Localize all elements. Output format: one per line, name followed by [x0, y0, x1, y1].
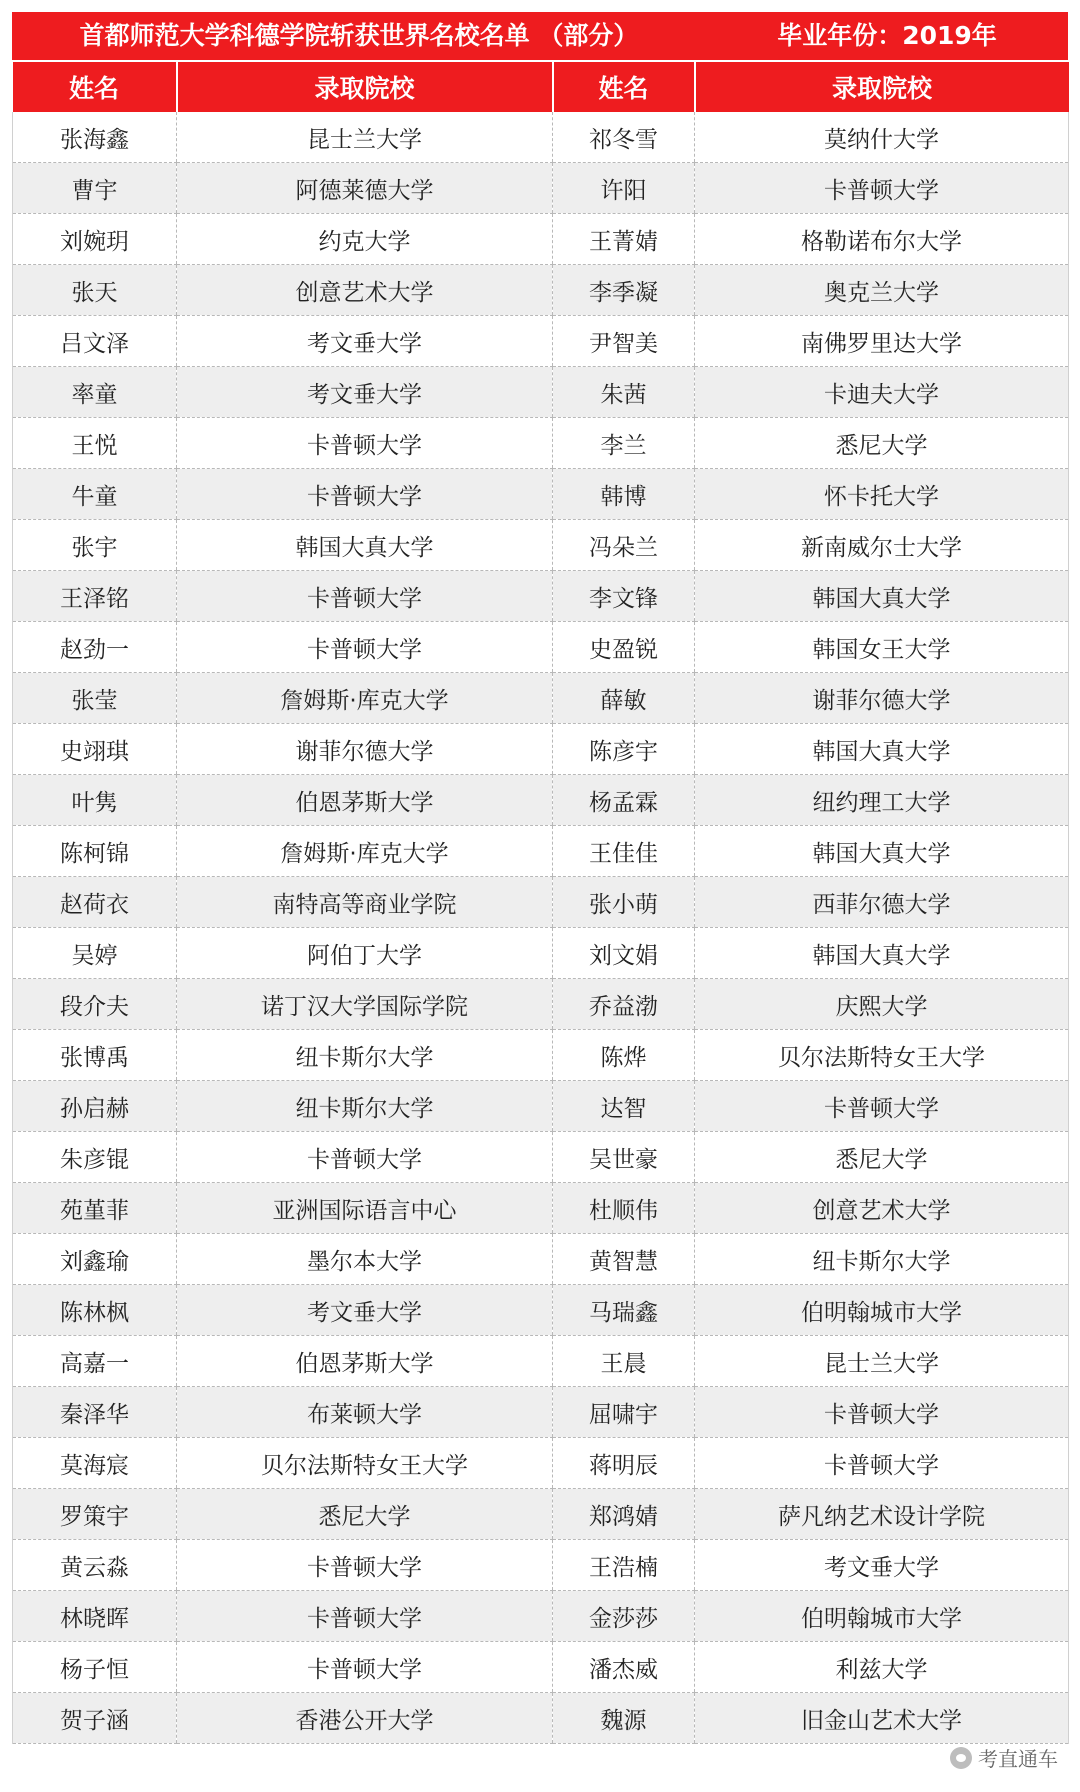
table-row — [13, 265, 1069, 316]
admitted-school: 考文垂大学 — [177, 1285, 553, 1336]
admitted-school: 创意艺术大学 — [177, 265, 553, 316]
admitted-school: 新南威尔士大学 — [695, 520, 1069, 571]
table-row — [13, 1387, 1069, 1438]
student-name: 王晨 — [553, 1336, 695, 1387]
admitted-school: 萨凡纳艺术设计学院 — [695, 1489, 1069, 1540]
table-row — [13, 1642, 1069, 1693]
graduation-year: 毕业年份：2019年 — [777, 21, 997, 50]
student-name: 陈烨 — [553, 1030, 695, 1081]
student-name: 尹智美 — [553, 316, 695, 367]
table-row — [13, 775, 1069, 826]
table-row — [13, 1081, 1069, 1132]
student-name: 秦泽华 — [13, 1387, 177, 1438]
admitted-school: 韩国大真大学 — [695, 724, 1069, 775]
table-row — [13, 826, 1069, 877]
student-name: 叶隽 — [13, 775, 177, 826]
student-name: 李季凝 — [553, 265, 695, 316]
student-name: 朱彦锟 — [13, 1132, 177, 1183]
student-name: 达智 — [553, 1081, 695, 1132]
student-name: 罗策宇 — [13, 1489, 177, 1540]
admitted-school: 阿德莱德大学 — [177, 163, 553, 214]
watermark-text: 考直通车 — [978, 1747, 1058, 1771]
admitted-school: 香港公开大学 — [177, 1693, 553, 1744]
admitted-school: 纽卡斯尔大学 — [177, 1030, 553, 1081]
admitted-school: 谢菲尔德大学 — [695, 673, 1069, 724]
admitted-school: 阿伯丁大学 — [177, 928, 553, 979]
admitted-school: 卡普顿大学 — [177, 622, 553, 673]
student-name: 乔益渤 — [553, 979, 695, 1030]
admitted-school: 詹姆斯·库克大学 — [177, 673, 553, 724]
student-name: 段介夫 — [13, 979, 177, 1030]
admitted-school: 纽卡斯尔大学 — [177, 1081, 553, 1132]
table-row — [13, 520, 1069, 571]
table-row — [13, 316, 1069, 367]
table-row — [13, 571, 1069, 622]
student-name: 张小萌 — [553, 877, 695, 928]
admitted-school: 贝尔法斯特女王大学 — [695, 1030, 1069, 1081]
student-name: 张宇 — [13, 520, 177, 571]
student-name: 李文锋 — [553, 571, 695, 622]
admitted-school: 奥克兰大学 — [695, 265, 1069, 316]
table-row — [13, 163, 1069, 214]
student-name: 刘文娟 — [553, 928, 695, 979]
header-school-1: 录取院校 — [177, 62, 553, 112]
table-row — [13, 1591, 1069, 1642]
admission-list — [12, 12, 1068, 1744]
admission-table — [12, 62, 1069, 1744]
table-row — [13, 1030, 1069, 1081]
table-row — [13, 979, 1069, 1030]
admitted-school: 纽卡斯尔大学 — [695, 1234, 1069, 1285]
student-name: 曹宇 — [13, 163, 177, 214]
student-name: 王泽铭 — [13, 571, 177, 622]
student-name: 张天 — [13, 265, 177, 316]
table-row — [13, 1489, 1069, 1540]
admitted-school: 诺丁汉大学国际学院 — [177, 979, 553, 1030]
table-row — [13, 673, 1069, 724]
admitted-school: 卡迪夫大学 — [695, 367, 1069, 418]
admitted-school: 考文垂大学 — [695, 1540, 1069, 1591]
admitted-school: 纽约理工大学 — [695, 775, 1069, 826]
table-row — [13, 1183, 1069, 1234]
admitted-school: 南佛罗里达大学 — [695, 316, 1069, 367]
admitted-school: 西菲尔德大学 — [695, 877, 1069, 928]
table-row — [13, 1336, 1069, 1387]
table-row — [13, 1438, 1069, 1489]
student-name: 高嘉一 — [13, 1336, 177, 1387]
admitted-school: 伯恩茅斯大学 — [177, 775, 553, 826]
student-name: 薛敏 — [553, 673, 695, 724]
admitted-school: 悉尼大学 — [695, 1132, 1069, 1183]
admitted-school: 卡普顿大学 — [177, 1540, 553, 1591]
student-name: 吴世豪 — [553, 1132, 695, 1183]
admitted-school: 悉尼大学 — [177, 1489, 553, 1540]
admitted-school: 卡普顿大学 — [695, 1081, 1069, 1132]
student-name: 屈啸宇 — [553, 1387, 695, 1438]
table-row — [13, 724, 1069, 775]
student-name: 苑堇菲 — [13, 1183, 177, 1234]
student-name: 张莹 — [13, 673, 177, 724]
admitted-school: 格勒诺布尔大学 — [695, 214, 1069, 265]
student-name: 杜顺伟 — [553, 1183, 695, 1234]
student-name: 刘婉玥 — [13, 214, 177, 265]
admitted-school: 布莱顿大学 — [177, 1387, 553, 1438]
student-name: 吴婷 — [13, 928, 177, 979]
admitted-school: 旧金山艺术大学 — [695, 1693, 1069, 1744]
table-row — [13, 1132, 1069, 1183]
student-name: 韩博 — [553, 469, 695, 520]
student-name: 杨孟霖 — [553, 775, 695, 826]
student-name: 魏源 — [553, 1693, 695, 1744]
admitted-school: 约克大学 — [177, 214, 553, 265]
student-name: 郑鸿婧 — [553, 1489, 695, 1540]
student-name: 孙启赫 — [13, 1081, 177, 1132]
admitted-school: 墨尔本大学 — [177, 1234, 553, 1285]
admitted-school: 韩国大真大学 — [695, 571, 1069, 622]
student-name: 史盈锐 — [553, 622, 695, 673]
admitted-school: 卡普顿大学 — [177, 1591, 553, 1642]
student-name: 赵劲一 — [13, 622, 177, 673]
admitted-school: 卡普顿大学 — [695, 1387, 1069, 1438]
student-name: 史翊琪 — [13, 724, 177, 775]
admitted-school: 卡普顿大学 — [695, 163, 1069, 214]
table-row — [13, 1285, 1069, 1336]
student-name: 陈柯锦 — [13, 826, 177, 877]
admitted-school: 创意艺术大学 — [695, 1183, 1069, 1234]
student-name: 黄云淼 — [13, 1540, 177, 1591]
table-header-row — [13, 62, 1069, 112]
student-name: 金莎莎 — [553, 1591, 695, 1642]
header-school-2: 录取院校 — [695, 62, 1069, 112]
header-name-1: 姓名 — [13, 62, 177, 112]
admitted-school: 悉尼大学 — [695, 418, 1069, 469]
table-row — [13, 928, 1069, 979]
table-row — [13, 112, 1069, 163]
student-name: 陈彦宇 — [553, 724, 695, 775]
table-row — [13, 367, 1069, 418]
student-name: 贺子涵 — [13, 1693, 177, 1744]
admitted-school: 韩国大真大学 — [695, 826, 1069, 877]
admitted-school: 昆士兰大学 — [177, 112, 553, 163]
admitted-school: 考文垂大学 — [177, 316, 553, 367]
table-row — [13, 1234, 1069, 1285]
student-name: 黄智慧 — [553, 1234, 695, 1285]
admitted-school: 利兹大学 — [695, 1642, 1069, 1693]
admitted-school: 怀卡托大学 — [695, 469, 1069, 520]
admitted-school: 卡普顿大学 — [177, 469, 553, 520]
student-name: 祁冬雪 — [553, 112, 695, 163]
table-row — [13, 1540, 1069, 1591]
student-name: 王菁婧 — [553, 214, 695, 265]
admitted-school: 卡普顿大学 — [177, 571, 553, 622]
student-name: 李兰 — [553, 418, 695, 469]
admitted-school: 韩国大真大学 — [695, 928, 1069, 979]
list-title: 首都师范大学科德学院斩获世界名校名单 （部分） — [79, 21, 639, 50]
student-name: 冯朵兰 — [553, 520, 695, 571]
header-name-2: 姓名 — [553, 62, 695, 112]
admitted-school: 昆士兰大学 — [695, 1336, 1069, 1387]
admitted-school: 卡普顿大学 — [695, 1438, 1069, 1489]
student-name: 张海鑫 — [13, 112, 177, 163]
table-row — [13, 622, 1069, 673]
student-name: 潘杰威 — [553, 1642, 695, 1693]
student-name: 张博禹 — [13, 1030, 177, 1081]
admitted-school: 伯明翰城市大学 — [695, 1285, 1069, 1336]
admitted-school: 考文垂大学 — [177, 367, 553, 418]
student-name: 许阳 — [553, 163, 695, 214]
admitted-school: 卡普顿大学 — [177, 418, 553, 469]
student-name: 莫海宸 — [13, 1438, 177, 1489]
title-bar — [12, 12, 1068, 62]
student-name: 王浩楠 — [553, 1540, 695, 1591]
table-row — [13, 1693, 1069, 1744]
table-row — [13, 214, 1069, 265]
student-name: 杨子恒 — [13, 1642, 177, 1693]
admitted-school: 卡普顿大学 — [177, 1132, 553, 1183]
table-row — [13, 418, 1069, 469]
watermark — [950, 1743, 1058, 1772]
admitted-school: 韩国大真大学 — [177, 520, 553, 571]
table-body — [13, 112, 1069, 1744]
student-name: 吕文泽 — [13, 316, 177, 367]
student-name: 王佳佳 — [553, 826, 695, 877]
wechat-icon — [950, 1747, 972, 1769]
admitted-school: 庆熙大学 — [695, 979, 1069, 1030]
student-name: 马瑞鑫 — [553, 1285, 695, 1336]
student-name: 林晓晖 — [13, 1591, 177, 1642]
student-name: 陈林枫 — [13, 1285, 177, 1336]
student-name: 朱茜 — [553, 367, 695, 418]
table-row — [13, 469, 1069, 520]
student-name: 刘鑫瑜 — [13, 1234, 177, 1285]
admitted-school: 卡普顿大学 — [177, 1642, 553, 1693]
student-name: 王悦 — [13, 418, 177, 469]
admitted-school: 韩国女王大学 — [695, 622, 1069, 673]
admitted-school: 亚洲国际语言中心 — [177, 1183, 553, 1234]
admitted-school: 詹姆斯·库克大学 — [177, 826, 553, 877]
admitted-school: 贝尔法斯特女王大学 — [177, 1438, 553, 1489]
student-name: 蒋明辰 — [553, 1438, 695, 1489]
student-name: 率童 — [13, 367, 177, 418]
student-name: 赵荷衣 — [13, 877, 177, 928]
admitted-school: 南特高等商业学院 — [177, 877, 553, 928]
admitted-school: 莫纳什大学 — [695, 112, 1069, 163]
student-name: 牛童 — [13, 469, 177, 520]
table-row — [13, 877, 1069, 928]
admitted-school: 伯恩茅斯大学 — [177, 1336, 553, 1387]
admitted-school: 伯明翰城市大学 — [695, 1591, 1069, 1642]
admitted-school: 谢菲尔德大学 — [177, 724, 553, 775]
